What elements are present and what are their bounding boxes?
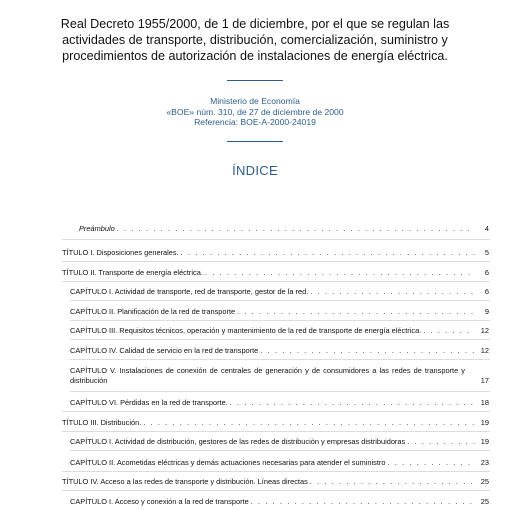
toc-leader-dots xyxy=(260,346,475,356)
toc-entry-page: 17 xyxy=(480,376,489,385)
toc-entry-label: Preámbulo xyxy=(79,224,115,233)
toc-separator xyxy=(62,261,490,262)
toc-entry-titulo-2-capitulo-4[interactable] xyxy=(70,346,489,356)
toc-entry-page: 4 xyxy=(484,224,489,233)
toc-separator xyxy=(62,490,490,491)
toc-entry-page: 19 xyxy=(480,437,489,446)
boe-reference: «BOE» núm. 310, de 27 de diciembre de 2000 xyxy=(166,106,344,117)
toc-entry-titulo-3-capitulo-1[interactable] xyxy=(70,437,489,447)
toc-entry-titulo-2-capitulo-3[interactable] xyxy=(70,326,489,336)
toc-entry-page: 6 xyxy=(484,287,489,296)
toc-separator xyxy=(62,239,490,240)
toc-entry-label: TÍTULO II. Transporte de energía eléctrica. xyxy=(62,268,203,277)
toc-separator xyxy=(70,300,490,301)
toc-entry-titulo-3[interactable] xyxy=(62,418,489,428)
toc-entry-label: CAPÍTULO I. Actividad de transporte, red de transporte, gestor de la red. xyxy=(70,287,309,296)
toc-leader-dots xyxy=(310,477,475,487)
toc-leader-dots xyxy=(251,497,475,507)
toc-leader-dots xyxy=(205,268,475,278)
toc-entry-preambulo[interactable] xyxy=(79,224,489,234)
ministry-name: Ministerio de Economía xyxy=(210,96,300,106)
toc-entry-titulo-2-capitulo-6[interactable] xyxy=(70,398,489,408)
toc-separator xyxy=(62,411,490,412)
toc-separator xyxy=(62,281,490,282)
toc-entry-titulo-4[interactable] xyxy=(62,477,489,487)
document-reference: Referencia: BOE-A-2000-24019 xyxy=(194,117,316,127)
toc-entry-titulo-1[interactable] xyxy=(62,248,489,258)
toc-leader-dots xyxy=(181,248,475,258)
toc-leader-dots xyxy=(230,398,475,408)
toc-entry-label: CAPÍTULO VI. Pérdidas en la red de transporte. xyxy=(70,398,228,407)
toc-separator xyxy=(70,320,490,321)
toc-entry-label: CAPÍTULO IV. Calidad de servicio en la red de transporte xyxy=(70,346,259,355)
toc-entry-label: CAPÍTULO II. Acometidas eléctricas y demás actuaciones necesarias para atender el suministro xyxy=(70,458,386,467)
document-title-line-2: actividades de transporte, distribución, comercialización, suministro y xyxy=(62,33,448,47)
toc-entry-titulo-3-capitulo-2[interactable] xyxy=(70,458,489,468)
toc-leader-dots xyxy=(143,418,475,428)
toc-entry-titulo-4-capitulo-1[interactable] xyxy=(70,497,489,507)
toc-entry-page: 5 xyxy=(484,248,489,257)
toc-entry-page: 25 xyxy=(480,477,489,486)
toc-entry-page: 9 xyxy=(484,307,489,316)
toc-leader-dots xyxy=(407,437,475,447)
toc-leader-dots xyxy=(237,307,475,317)
toc-entry-page: 12 xyxy=(480,326,489,335)
toc-entry-label: TÍTULO III. Distribución. xyxy=(62,418,142,427)
document-title-line-3: procedimientos de autorización de instalaciones de energía eléctrica. xyxy=(62,49,448,63)
toc-leader-dots xyxy=(310,287,475,297)
toc-entry-titulo-2-capitulo-5[interactable] xyxy=(70,366,489,386)
toc-entry-label: CAPÍTULO I. Acceso y conexión a la red de transporte xyxy=(70,497,249,506)
toc-entry-label: CAPÍTULO I. Actividad de distribución, gestores de las redes de distribución y empresas distribuidoras xyxy=(70,437,406,446)
toc-entry-label: CAPÍTULO V. Instalaciones de conexión de centrales de generación y de consumidores a las redes de transporte y distribución xyxy=(70,366,465,385)
toc-separator xyxy=(70,339,490,340)
toc-separator xyxy=(70,359,490,360)
toc-leader-dots xyxy=(117,224,475,234)
toc-entry-page: 23 xyxy=(480,458,489,467)
toc-entry-label: TÍTULO I. Disposiciones generales. xyxy=(62,248,179,257)
index-heading: ÍNDICE xyxy=(232,163,278,178)
toc-separator xyxy=(70,391,490,392)
toc-entry-label: CAPÍTULO III. Requisitos técnicos, operación y mantenimiento de la red de transporte de energía eléctrica. xyxy=(70,326,422,335)
toc-entry-page: 12 xyxy=(480,346,489,355)
toc-entry-titulo-2[interactable] xyxy=(62,268,489,278)
toc-leader-dots xyxy=(423,326,475,336)
toc-entry-titulo-2-capitulo-2[interactable] xyxy=(70,307,489,317)
toc-separator xyxy=(62,471,490,472)
toc-entry-titulo-2-capitulo-1[interactable] xyxy=(70,287,489,297)
document-title-line-1: Real Decreto 1955/2000, de 1 de diciembre, por el que se regulan las xyxy=(60,17,450,31)
toc-entry-page: 25 xyxy=(480,497,489,506)
toc-entry-label: TÍTULO IV. Acceso a las redes de transporte y distribución. Líneas directas xyxy=(62,477,308,486)
toc-separator xyxy=(62,431,490,432)
toc-entry-page: 18 xyxy=(480,398,489,407)
toc-entry-label: CAPÍTULO II. Planificación de la red de transporte xyxy=(70,307,236,316)
toc-entry-page: 19 xyxy=(480,418,489,427)
toc-separator xyxy=(70,450,490,451)
toc-entry-page: 6 xyxy=(484,268,489,277)
toc-leader-dots xyxy=(387,458,475,468)
